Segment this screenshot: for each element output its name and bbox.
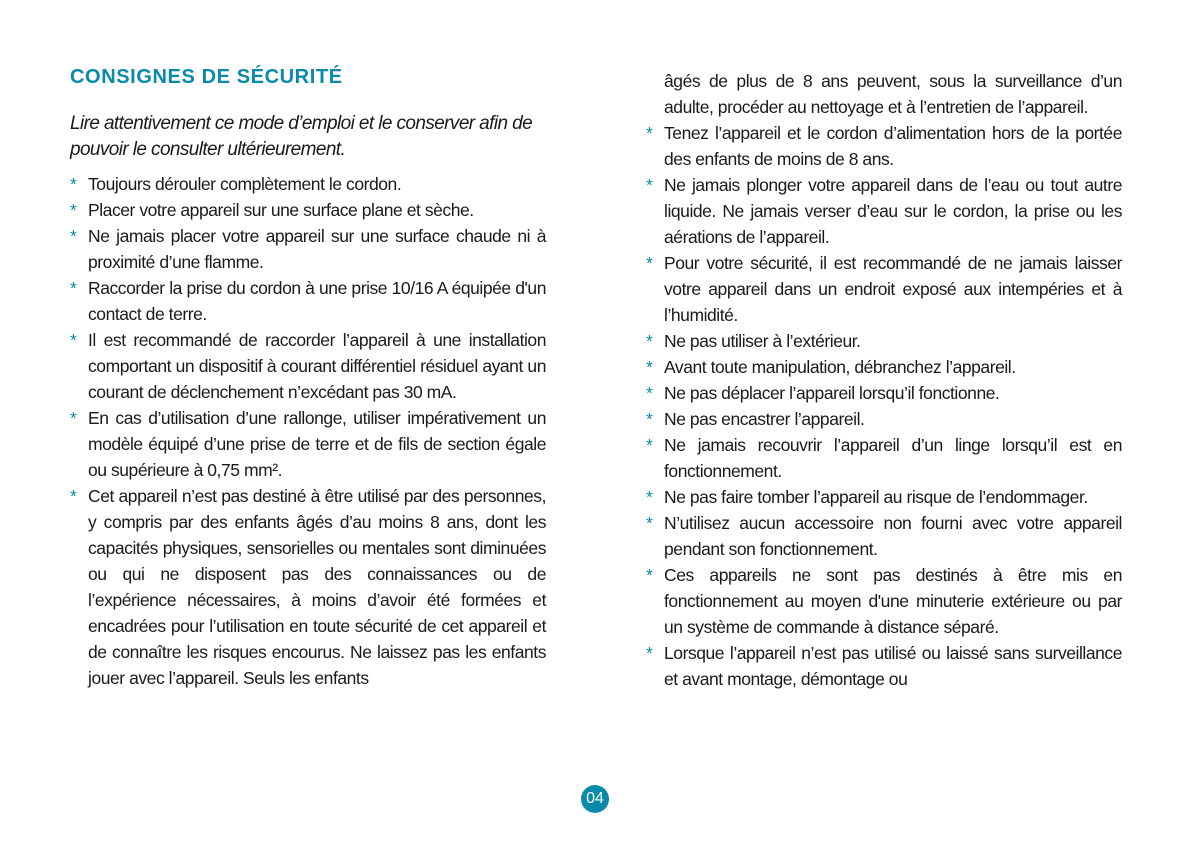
- list-item-text: Ne jamais recouvrir l’appareil d’un linge lorsqu’il est en fonctionnement.: [664, 435, 1122, 481]
- list-item: [646, 120, 1122, 172]
- list-item-text: Ne pas utiliser à l’extérieur.: [664, 331, 861, 351]
- list-item: [70, 405, 546, 483]
- list-item: [646, 250, 1122, 328]
- asterisk-bullet-icon: *: [70, 408, 77, 428]
- asterisk-bullet-icon: *: [70, 200, 77, 220]
- list-item: [646, 484, 1122, 510]
- asterisk-bullet-icon: *: [646, 643, 653, 663]
- list-item-text: Ne pas faire tomber l’appareil au risque de l’endommager.: [664, 487, 1088, 507]
- list-item-text: Ne jamais plonger votre appareil dans de l’eau ou tout autre liquide. Ne jamais verser d’eau sur le cordon, la prise ou les aérations de l’appareil.: [664, 175, 1122, 247]
- list-item: [646, 380, 1122, 406]
- page-number: 04: [581, 785, 609, 813]
- list-item: [646, 562, 1122, 640]
- list-item: [646, 172, 1122, 250]
- asterisk-bullet-icon: *: [646, 331, 653, 351]
- asterisk-bullet-icon: *: [646, 123, 653, 143]
- list-item: [70, 327, 546, 405]
- list-item-text: Tenez l’appareil et le cordon d’alimentation hors de la portée des enfants de moins de 8 ans.: [664, 123, 1122, 169]
- list-item-text: Avant toute manipulation, débranchez l’appareil.: [664, 357, 1016, 377]
- left-safety-list: [70, 171, 546, 691]
- list-item: [646, 328, 1122, 354]
- list-item-text: Lorsque l’appareil n’est pas utilisé ou laissé sans surveillance et avant montage, démontage ou: [664, 643, 1122, 689]
- asterisk-bullet-icon: *: [646, 409, 653, 429]
- asterisk-bullet-icon: *: [646, 357, 653, 377]
- asterisk-bullet-icon: *: [646, 487, 653, 507]
- list-item-text: Ne pas encastrer l’appareil.: [664, 409, 865, 429]
- asterisk-bullet-icon: *: [70, 174, 77, 194]
- list-item-text: Pour votre sécurité, il est recommandé de ne jamais laisser votre appareil dans un endroit exposé aux intempéries et à l’humidité.: [664, 253, 1122, 325]
- asterisk-bullet-icon: *: [646, 383, 653, 403]
- list-item: [70, 171, 546, 197]
- list-item-text: Ces appareils ne sont pas destinés à être mis en fonctionnement au moyen d'une minuterie extérieure ou par un système de commande à distance séparé.: [664, 565, 1122, 637]
- list-item-text: Ne pas déplacer l’appareil lorsqu’il fonctionne.: [664, 383, 1000, 403]
- list-item: [70, 223, 546, 275]
- asterisk-bullet-icon: *: [646, 253, 653, 273]
- intro-text: Lire attentivement ce mode d’emploi et le conserver afin de pouvoir le consulter ultérieurement.: [70, 113, 533, 160]
- list-item-text: En cas d’utilisation d’une rallonge, utiliser impérativement un modèle équipé d’une prise de terre et de fils de section égale ou supérieure à 0,75 mm².: [88, 408, 546, 480]
- list-item-text: Il est recommandé de raccorder l’appareil à une installation comportant un dispositif à courant différentiel résiduel ayant un courant de déclenchement n’excédant pas 30 mA.: [88, 330, 546, 402]
- list-item: [70, 275, 546, 327]
- list-item: [646, 510, 1122, 562]
- list-item-text: Raccorder la prise du cordon à une prise 10/16 A équipée d'un contact de terre.: [88, 278, 546, 324]
- asterisk-bullet-icon: *: [70, 330, 77, 350]
- list-item: [646, 640, 1122, 692]
- continued-text: âgés de plus de 8 ans peuvent, sous la surveillance d’un adulte, procéder au nettoyage et à l’entretien de l’appareil.: [664, 71, 1122, 117]
- list-item-text: Toujours dérouler complètement le cordon.: [88, 174, 402, 194]
- right-column: [646, 68, 1122, 692]
- list-item: [646, 432, 1122, 484]
- list-item: [646, 354, 1122, 380]
- asterisk-bullet-icon: *: [70, 486, 77, 506]
- list-item-text: Ne jamais placer votre appareil sur une surface chaude ni à proximité d’une flamme.: [88, 226, 546, 272]
- asterisk-bullet-icon: *: [646, 513, 653, 533]
- list-item: [646, 406, 1122, 432]
- list-item: [70, 197, 546, 223]
- asterisk-bullet-icon: *: [646, 175, 653, 195]
- list-item-text: Placer votre appareil sur une surface plane et sèche.: [88, 200, 474, 220]
- section-title: CONSIGNES DE SÉCURITÉ: [70, 66, 343, 88]
- asterisk-bullet-icon: *: [646, 565, 653, 585]
- asterisk-bullet-icon: *: [70, 226, 77, 246]
- right-safety-list: [646, 120, 1122, 692]
- asterisk-bullet-icon: *: [70, 278, 77, 298]
- list-item: [70, 483, 546, 691]
- left-column: [70, 66, 546, 691]
- list-item-text: Cet appareil n’est pas destiné à être utilisé par des personnes, y compris par des enfants âgés d’au moins 8 ans, dont les capacités physiques, sensorielles ou mentales sont diminuées ou qui ne disposent pas des connaissances ou de l’expérience nécessaires, à moins d’avoir été formées et encadrées pour l’utilisation en toute sécurité de cet appareil et de connaître les risques encourus. Ne laissez pas les enfants jouer avec l’appareil. Seuls les enfants: [88, 486, 546, 688]
- list-item-text: N’utilisez aucun accessoire non fourni avec votre appareil pendant son fonctionnement.: [664, 513, 1122, 559]
- asterisk-bullet-icon: *: [646, 435, 653, 455]
